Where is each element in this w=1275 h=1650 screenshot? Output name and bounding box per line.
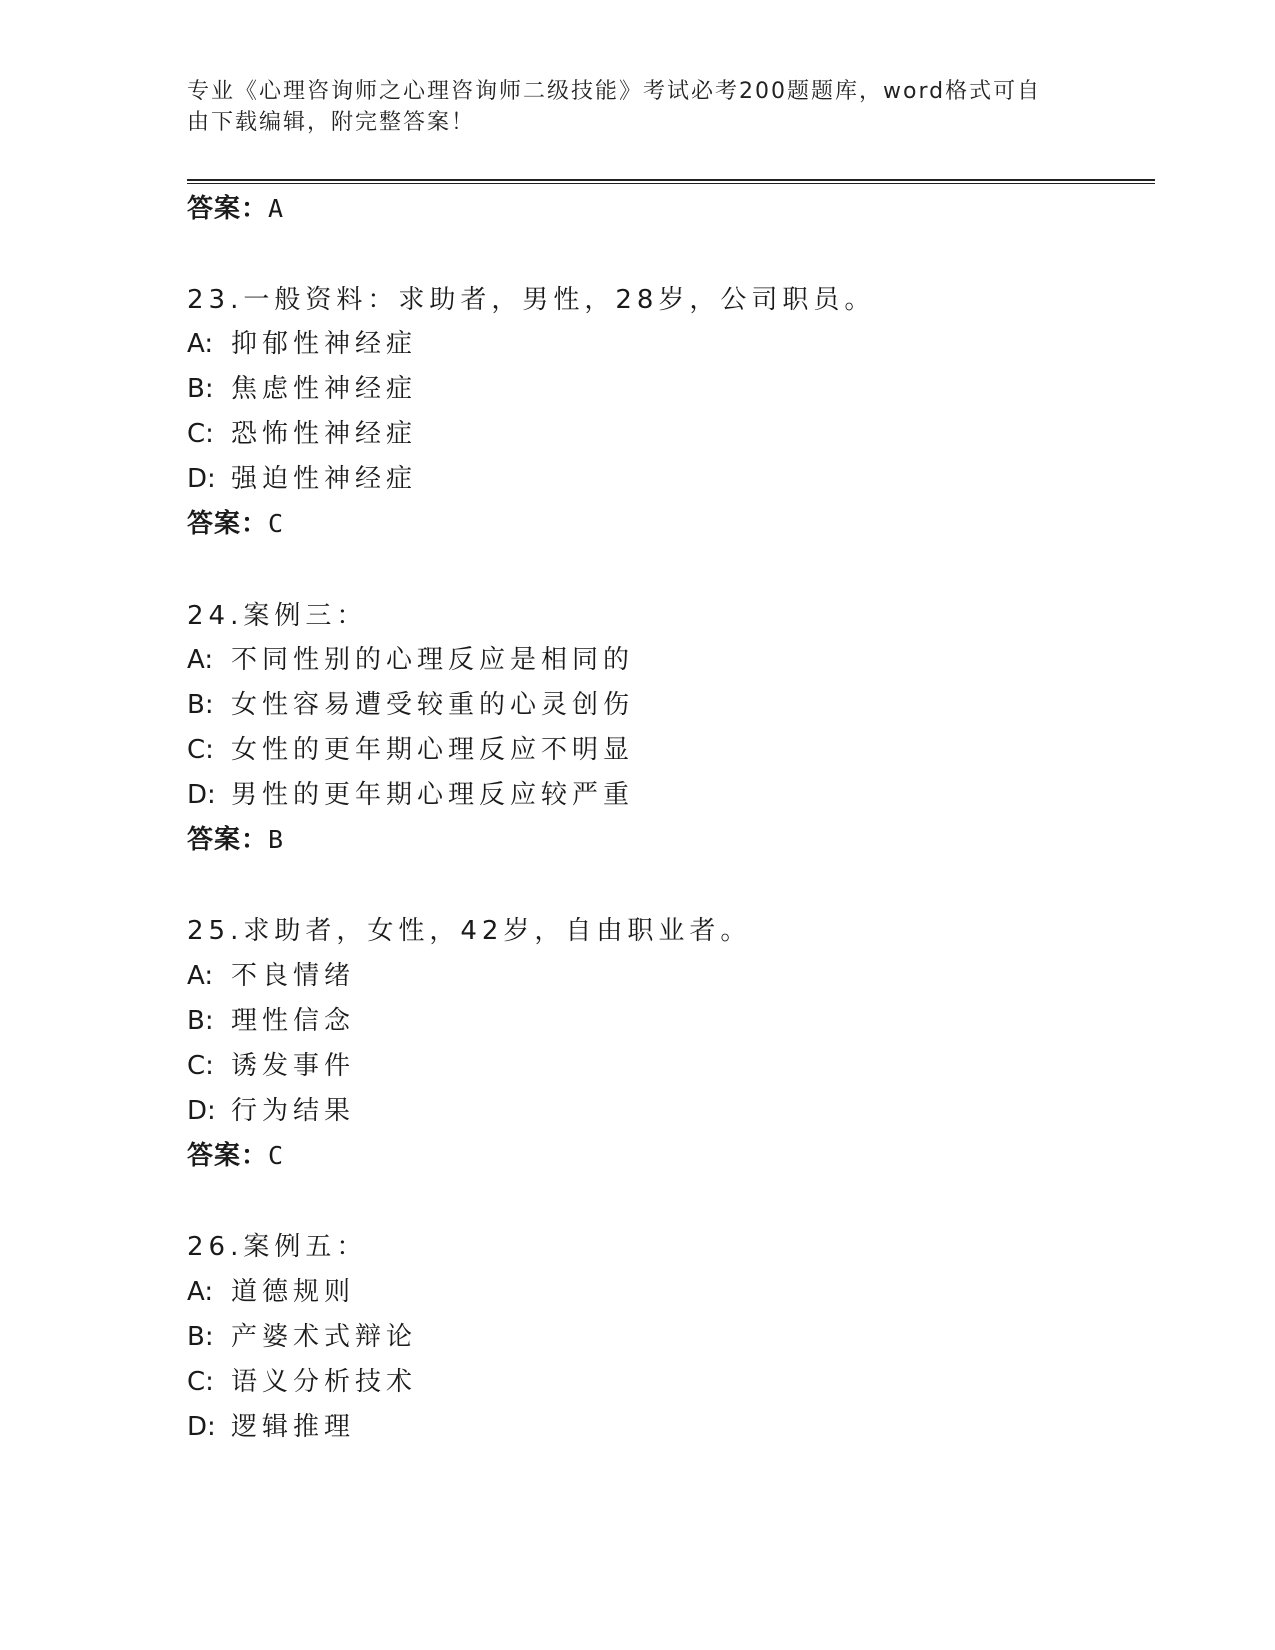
option-text: 语义分析技术 <box>231 1367 418 1397</box>
option-text: 焦虑性神经症 <box>231 374 418 404</box>
option-d <box>187 462 417 496</box>
answer-value: A <box>268 194 285 223</box>
option-text: 不同性别的心理反应是相同的 <box>231 645 635 675</box>
option-key: B: <box>187 1322 214 1352</box>
option-a <box>187 643 634 677</box>
answer-label: 答案： <box>187 509 269 539</box>
option-a <box>187 959 355 993</box>
option-key: B: <box>187 1006 214 1036</box>
answer-line <box>187 1139 284 1173</box>
option-d <box>187 1094 355 1128</box>
option-text: 强迫性神经症 <box>231 464 418 494</box>
option-b <box>187 688 634 722</box>
option-c <box>187 1365 417 1399</box>
header-divider-thick <box>187 179 1155 181</box>
option-text: 男性的更年期心理反应较严重 <box>231 780 635 810</box>
option-key: A: <box>187 961 214 991</box>
question-stem: 24.案例三： <box>187 601 368 631</box>
option-d <box>187 1410 355 1444</box>
answer-value: C <box>268 509 285 538</box>
answer-label: 答案： <box>187 825 269 855</box>
answer-line <box>187 507 284 541</box>
option-b <box>187 372 417 406</box>
answer-line <box>187 192 284 226</box>
option-text: 抑郁性神经症 <box>231 329 418 359</box>
question-stem: 23.一般资料：求助者，男性，28岁，公司职员。 <box>187 285 876 315</box>
option-text: 产婆术式辩论 <box>231 1322 418 1352</box>
option-c <box>187 733 634 767</box>
option-key: D: <box>187 464 216 494</box>
answer-label: 答案： <box>187 194 269 224</box>
answer-line <box>187 823 284 857</box>
header-line-2: 由下载编辑，附完整答案！ <box>187 110 476 135</box>
option-text: 不良情绪 <box>231 961 356 991</box>
option-key: D: <box>187 780 216 810</box>
option-key: A: <box>187 329 214 359</box>
question-stem: 25.求助者，女性，42岁，自由职业者。 <box>187 916 752 946</box>
question-stem: 26.案例五： <box>187 1232 368 1262</box>
option-text: 恐怖性神经症 <box>231 419 418 449</box>
option-b <box>187 1320 417 1354</box>
option-text: 理性信念 <box>231 1006 356 1036</box>
option-text: 道德规则 <box>231 1277 356 1307</box>
answer-label: 答案： <box>187 1141 269 1171</box>
option-b <box>187 1004 355 1038</box>
header-divider-thin <box>187 183 1155 184</box>
option-text: 女性容易遭受较重的心灵创伤 <box>231 690 635 720</box>
option-c <box>187 1049 355 1083</box>
document-header <box>187 76 1067 138</box>
option-key: C: <box>187 1051 214 1081</box>
option-key: A: <box>187 645 214 675</box>
option-key: C: <box>187 1367 214 1397</box>
option-key: B: <box>187 374 214 404</box>
option-text: 女性的更年期心理反应不明显 <box>231 735 635 765</box>
answer-value: B <box>268 825 285 854</box>
option-c <box>187 417 417 451</box>
option-a <box>187 1275 355 1309</box>
option-key: B: <box>187 690 214 720</box>
option-key: C: <box>187 419 214 449</box>
header-line-1: 专业《心理咨询师之心理咨询师二级技能》考试必考200题题库，word格式可自 <box>187 79 1042 104</box>
option-key: D: <box>187 1412 216 1442</box>
option-text: 诱发事件 <box>231 1051 356 1081</box>
answer-value: C <box>268 1141 285 1170</box>
option-key: C: <box>187 735 214 765</box>
option-text: 逻辑推理 <box>231 1412 356 1442</box>
option-d <box>187 778 634 812</box>
option-text: 行为结果 <box>231 1096 356 1126</box>
option-key: D: <box>187 1096 216 1126</box>
option-key: A: <box>187 1277 214 1307</box>
option-a <box>187 327 417 361</box>
